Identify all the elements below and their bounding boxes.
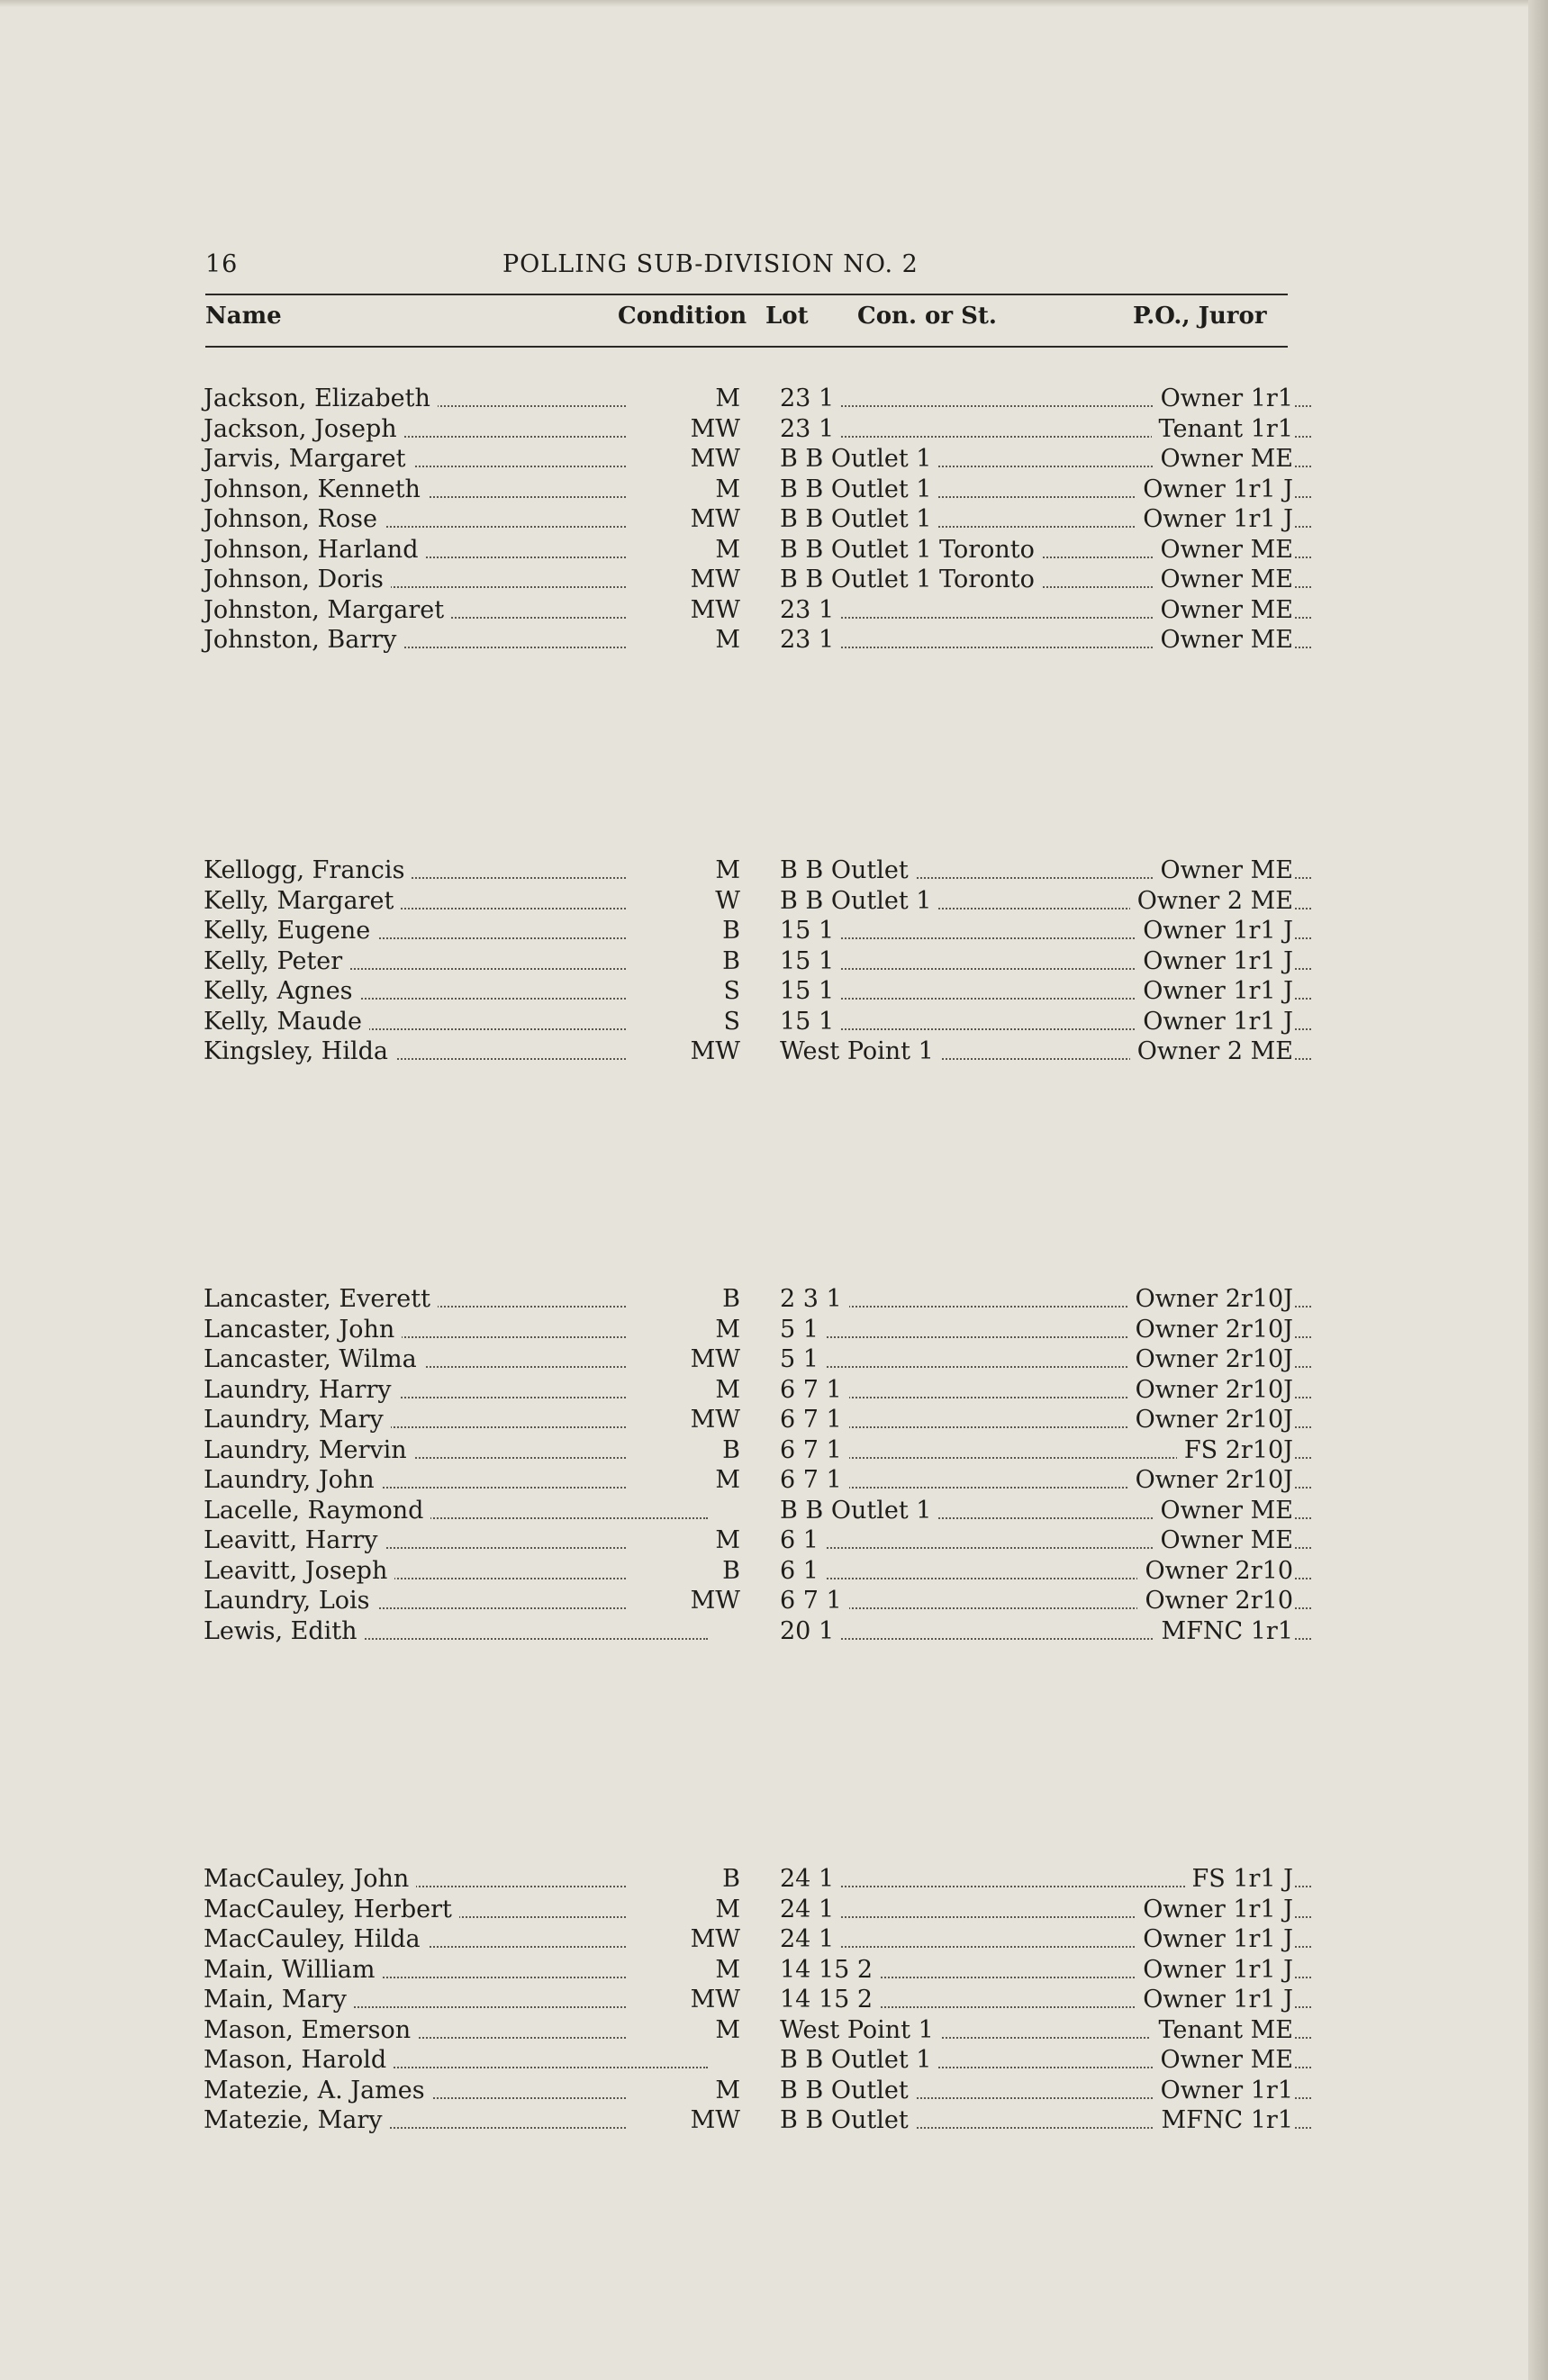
voter-location: 6 1 [780,1525,826,1555]
voter-location: 5 1 [780,1344,826,1374]
column-condition: Condition [618,303,747,330]
voter-name: Kelly, Margaret [204,886,401,916]
list-item [204,1985,1293,2015]
page-edge [1528,0,1548,2380]
voter-condition: B [627,1864,740,1894]
voter-condition: M [627,2015,740,2045]
voter-condition: M [627,1315,740,1344]
voter-condition: MW [627,504,740,534]
voter-po-juror: Owner ME [1154,1525,1293,1555]
voter-location: 24 1 [780,1924,841,1954]
list-item [204,535,1293,566]
list-item [204,1616,1293,1647]
voter-location: 5 1 [780,1315,826,1344]
voter-name: Johnson, Doris [204,565,391,594]
list-item [204,1036,1293,1067]
voter-condition: MW [627,1344,740,1374]
voter-name: Jackson, Elizabeth [204,384,438,413]
list-item [204,1955,1293,1986]
voter-condition: MW [627,565,740,594]
voter-location: 6 7 1 [780,1375,849,1405]
voter-po-juror: Owner 1r1 J [1136,916,1293,946]
voter-condition: MW [627,1924,740,1954]
voter-location: 15 1 [780,976,841,1006]
group-j [204,384,1293,656]
group-m [204,1864,1293,2136]
voter-name: Lancaster, Wilma [204,1344,424,1374]
column-po-juror: P.O., Juror [1133,303,1267,330]
voter-condition: M [627,1895,740,1924]
voter-name: Johnson, Harland [204,535,425,565]
voter-location: 6 7 1 [780,1435,849,1465]
voter-condition: M [627,1955,740,1985]
voter-name: Jarvis, Margaret [204,444,413,474]
voter-name: Lewis, Edith [204,1616,365,1646]
voter-po-juror: Tenant ME [1151,2015,1293,2045]
list-item [204,625,1293,656]
voter-location: B B Outlet 1 [780,886,938,916]
page-number: 16 [205,250,239,278]
voter-po-juror: Owner 1r1 J [1136,1007,1293,1036]
list-item [204,565,1293,595]
group-k [204,855,1293,1067]
voter-name: Laundry, Harry [204,1375,399,1405]
running-head [205,250,1290,286]
list-item [204,1556,1293,1587]
voter-location: B B Outlet 1 [780,1496,938,1525]
voter-condition: MW [627,2105,740,2135]
header-rule-bottom [205,346,1288,348]
voter-condition: M [627,2076,740,2105]
list-item [204,1435,1293,1466]
column-name: Name [205,303,282,330]
voter-po-juror: Owner 2 ME [1130,886,1293,916]
voter-po-juror: MFNC 1r1 [1154,1616,1293,1646]
list-item [204,384,1293,414]
voter-name: Johnston, Barry [204,625,403,655]
list-item [204,475,1293,505]
voter-po-juror: Owner 1r1 J [1136,475,1293,504]
voter-po-juror: Owner 2r10J [1128,1284,1293,1314]
voter-po-juror: Owner ME [1154,855,1293,885]
voter-name: Lancaster, Everett [204,1284,438,1314]
voter-po-juror: MFNC 1r1 [1154,2105,1293,2135]
voter-name: Leavitt, Harry [204,1525,385,1555]
list-item [204,2015,1293,2046]
voter-po-juror: Owner 2r10J [1128,1375,1293,1405]
voter-condition: MW [627,1036,740,1066]
voter-location: B B Outlet 1 [780,2045,938,2075]
voter-po-juror: Owner 1r1 J [1136,1985,1293,2014]
voter-name: MacCauley, John [204,1864,416,1894]
voter-name: Kelly, Peter [204,946,349,976]
voter-location: 15 1 [780,1007,841,1036]
voter-po-juror: Owner ME [1154,1496,1293,1525]
voter-location: B B Outlet 1 [780,475,938,504]
voter-po-juror: Owner ME [1154,535,1293,565]
voter-location: West Point 1 [780,1036,941,1066]
column-header [205,303,1290,335]
page-top-shadow [0,0,1548,7]
voter-name: Main, William [204,1955,382,1985]
voter-name: Jackson, Joseph [204,414,404,444]
list-item [204,1864,1293,1895]
voter-condition: MW [627,1586,740,1615]
voter-name: Matezie, Mary [204,2105,389,2135]
voter-location: B B Outlet [780,855,916,885]
list-item [204,1344,1293,1375]
voter-po-juror: Owner ME [1154,2045,1293,2075]
voter-name: Mason, Emerson [204,2015,418,2045]
voter-location: 23 1 [780,414,841,444]
voter-po-juror: Owner 2r10J [1128,1344,1293,1374]
list-item [204,916,1293,946]
voter-location: 23 1 [780,595,841,625]
voter-po-juror: Owner 2 ME [1130,1036,1293,1066]
voter-name: Lacelle, Raymond [204,1496,430,1525]
list-item [204,414,1293,445]
voter-location: 23 1 [780,625,841,655]
voter-po-juror: Owner 2r10J [1128,1405,1293,1434]
list-item [204,1895,1293,1925]
page-title: POLLING SUB-DIVISION NO. 2 [502,250,919,278]
voter-condition: M [627,535,740,565]
list-item [204,886,1293,917]
voter-po-juror: Owner 2r10J [1128,1465,1293,1495]
column-lot: Lot [765,303,809,330]
voter-name: Laundry, Mary [204,1405,391,1434]
list-item [204,2105,1293,2136]
voter-name: Laundry, Mervin [204,1435,414,1465]
voter-condition: W [627,886,740,916]
voter-location: B B Outlet [780,2076,916,2105]
voter-condition: M [627,1375,740,1405]
voter-name: Laundry, Lois [204,1586,377,1615]
voter-location: 23 1 [780,384,841,413]
voter-location: 14 15 2 [780,1985,880,2014]
voter-condition: M [627,855,740,885]
header-rule-top [205,294,1288,295]
voter-condition: MW [627,595,740,625]
voter-condition: MW [627,444,740,474]
list-item [204,1405,1293,1435]
voter-name: MacCauley, Herbert [204,1895,459,1924]
voter-po-juror: Owner ME [1154,565,1293,594]
list-item [204,1007,1293,1037]
voter-name: MacCauley, Hilda [204,1924,428,1954]
voter-po-juror: Owner 2r10 [1137,1556,1293,1586]
voter-po-juror: Owner ME [1154,595,1293,625]
list-item [204,1375,1293,1406]
voter-name: Lancaster, John [204,1315,402,1344]
list-item [204,1924,1293,1955]
voter-po-juror: Tenant 1r1 [1152,414,1293,444]
voter-po-juror: Owner 1r1 J [1136,1895,1293,1924]
voter-condition: M [627,384,740,413]
voter-name: Laundry, John [204,1465,382,1495]
voter-po-juror: Owner 1r1 J [1136,1955,1293,1985]
list-item [204,976,1293,1007]
voter-name: Johnson, Kenneth [204,475,428,504]
list-item [204,1525,1293,1556]
voter-location: 15 1 [780,946,841,976]
voter-location: 24 1 [780,1895,841,1924]
list-item [204,2045,1293,2076]
voter-location: 6 7 1 [780,1465,849,1495]
voter-condition: MW [627,1405,740,1434]
voter-condition: M [627,1525,740,1555]
voter-name: Main, Mary [204,1985,354,2014]
voter-name: Leavitt, Joseph [204,1556,394,1586]
voter-po-juror: Owner ME [1154,444,1293,474]
voter-condition: MW [627,414,740,444]
list-item [204,1465,1293,1496]
voter-po-juror: Owner 1r1 J [1136,976,1293,1006]
voter-condition: S [627,1007,740,1036]
voter-po-juror: Owner 1r1 [1154,384,1293,413]
voter-condition: MW [627,1985,740,2014]
voter-name: Kelly, Agnes [204,976,360,1006]
voter-location: 2 3 1 [780,1284,849,1314]
list-item [204,1315,1293,1345]
voter-condition: M [627,625,740,655]
list-item [204,595,1293,626]
list-item [204,1496,1293,1526]
voter-po-juror: FS 2r10J [1177,1435,1293,1465]
voter-condition: B [627,1435,740,1465]
voter-name: Kingsley, Hilda [204,1036,395,1066]
voter-location: B B Outlet 1 [780,444,938,474]
voter-location: B B Outlet 1 Toronto [780,535,1042,565]
voter-location: 6 1 [780,1556,826,1586]
voter-location: 20 1 [780,1616,841,1646]
voter-location: B B Outlet 1 Toronto [780,565,1042,594]
voter-location: 14 15 2 [780,1955,880,1985]
voter-po-juror: Owner ME [1154,625,1293,655]
list-item [204,2076,1293,2106]
list-item [204,504,1293,535]
voter-location: B B Outlet [780,2105,916,2135]
voter-po-juror: Owner 2r10 [1137,1586,1293,1615]
voter-po-juror: FS 1r1 J [1185,1864,1293,1894]
voter-location: 6 7 1 [780,1405,849,1434]
voter-condition: B [627,946,740,976]
voter-name: Johnston, Margaret [204,595,451,625]
voter-condition: B [627,916,740,946]
voter-condition: B [627,1556,740,1586]
group-l [204,1284,1293,1646]
voter-location: West Point 1 [780,2015,941,2045]
voter-location: 6 7 1 [780,1586,849,1615]
voter-condition: M [627,1465,740,1495]
list-item [204,946,1293,977]
list-item [204,1586,1293,1616]
voter-po-juror: Owner 1r1 J [1136,504,1293,534]
voter-name: Mason, Harold [204,2045,394,2075]
voter-location: 15 1 [780,916,841,946]
voter-location: 24 1 [780,1864,841,1894]
list-item [204,444,1293,475]
list-item [204,1284,1293,1315]
voter-po-juror: Owner 1r1 J [1136,1924,1293,1954]
voter-po-juror: Owner 2r10J [1128,1315,1293,1344]
voter-condition: M [627,475,740,504]
voter-condition: B [627,1284,740,1314]
voter-name: Kellogg, Francis [204,855,412,885]
voter-location: B B Outlet 1 [780,504,938,534]
voter-condition: S [627,976,740,1006]
voter-name: Matezie, A. James [204,2076,432,2105]
voter-po-juror: Owner 1r1 J [1136,946,1293,976]
voter-name: Kelly, Eugene [204,916,377,946]
voter-name: Johnson, Rose [204,504,385,534]
column-con-or-st: Con. or St. [857,303,997,330]
list-item [204,855,1293,886]
voter-name: Kelly, Maude [204,1007,369,1036]
voter-po-juror: Owner 1r1 [1154,2076,1293,2105]
